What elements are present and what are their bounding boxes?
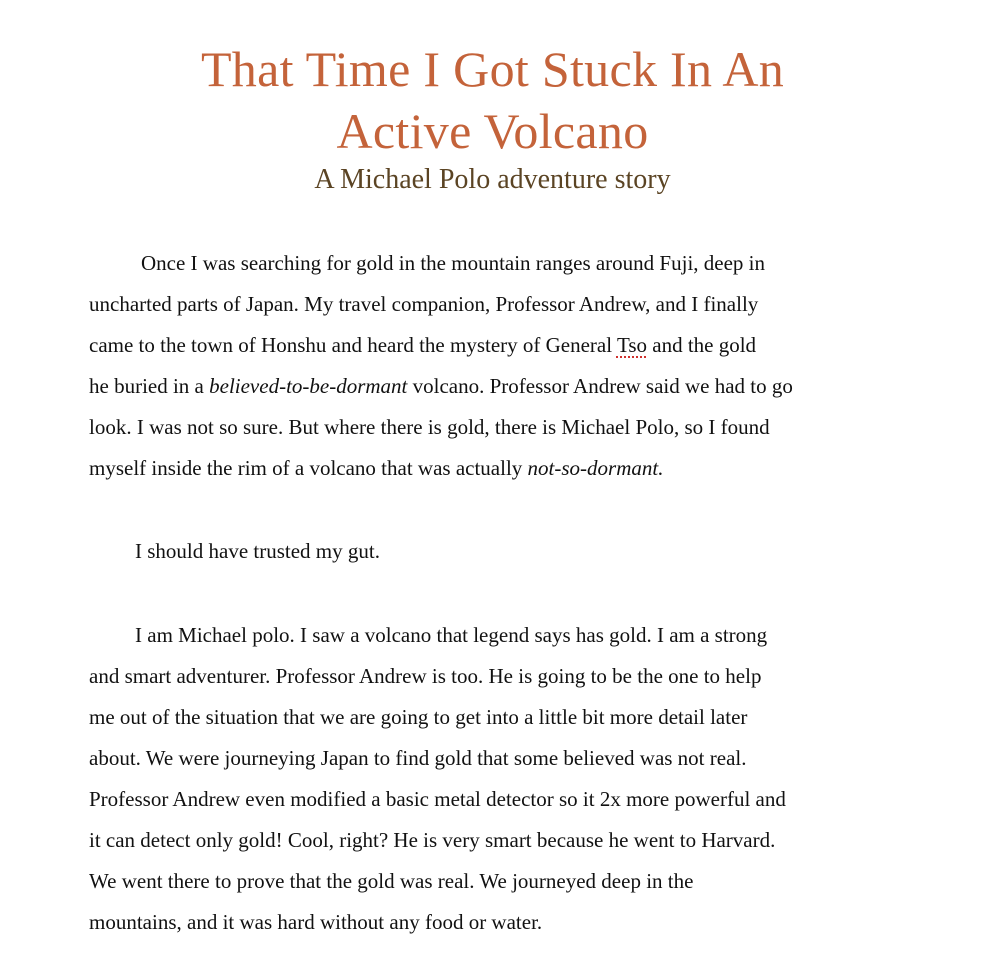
title-line-1: That Time I Got Stuck In An xyxy=(200,41,785,97)
text-line: We went there to prove that the gold was real. We journeyed deep in the xyxy=(89,869,694,893)
text-run: myself inside the rim of a volcano that was actually xyxy=(89,456,528,480)
paragraph-2 xyxy=(89,531,909,572)
text-line: Once I was searching for gold in the mountain ranges around Fuji, deep in xyxy=(141,251,766,275)
text-run: volcano. Professor Andrew said we had to go xyxy=(407,374,793,398)
text-run: came to the town of Honshu and heard the mystery of General xyxy=(89,333,617,357)
italic-text: believed-to-be-dormant xyxy=(209,374,408,398)
paragraph-1 xyxy=(89,243,909,489)
text-line: about. We were journeying Japan to find gold that some believed was not real. xyxy=(89,746,747,770)
text-line: I should have trusted my gut. xyxy=(135,539,380,563)
document-title xyxy=(0,38,985,162)
title-line-2: Active Volcano xyxy=(336,103,649,159)
text-line: and smart adventurer. Professor Andrew is too. He is going to be the one to help xyxy=(89,664,762,688)
text-line: look. I was not so sure. But where there is gold, there is Michael Polo, so I found xyxy=(89,415,770,439)
text-line: me out of the situation that we are going to get into a little bit more detail later xyxy=(89,705,748,729)
text-line: it can detect only gold! Cool, right? He is very smart because he went to Harvard. xyxy=(89,828,776,852)
text-line xyxy=(89,448,909,489)
text-run: and the gold xyxy=(647,333,757,357)
text-line: uncharted parts of Japan. My travel companion, Professor Andrew, and I finally xyxy=(89,292,759,316)
spellcheck-flagged-word[interactable]: Tso xyxy=(616,333,647,357)
text-line xyxy=(89,325,909,366)
document-subtitle: A Michael Polo adventure story xyxy=(314,164,671,195)
text-line xyxy=(89,366,909,407)
text-line: mountains, and it was hard without any food or water. xyxy=(89,910,543,934)
text-line: Professor Andrew even modified a basic metal detector so it 2x more powerful and xyxy=(89,787,786,811)
text-line: I am Michael polo. I saw a volcano that legend says has gold. I am a strong xyxy=(135,623,768,647)
italic-text: not-so-dormant. xyxy=(527,456,664,480)
text-run: he buried in a xyxy=(89,374,210,398)
paragraph-3 xyxy=(89,615,909,943)
